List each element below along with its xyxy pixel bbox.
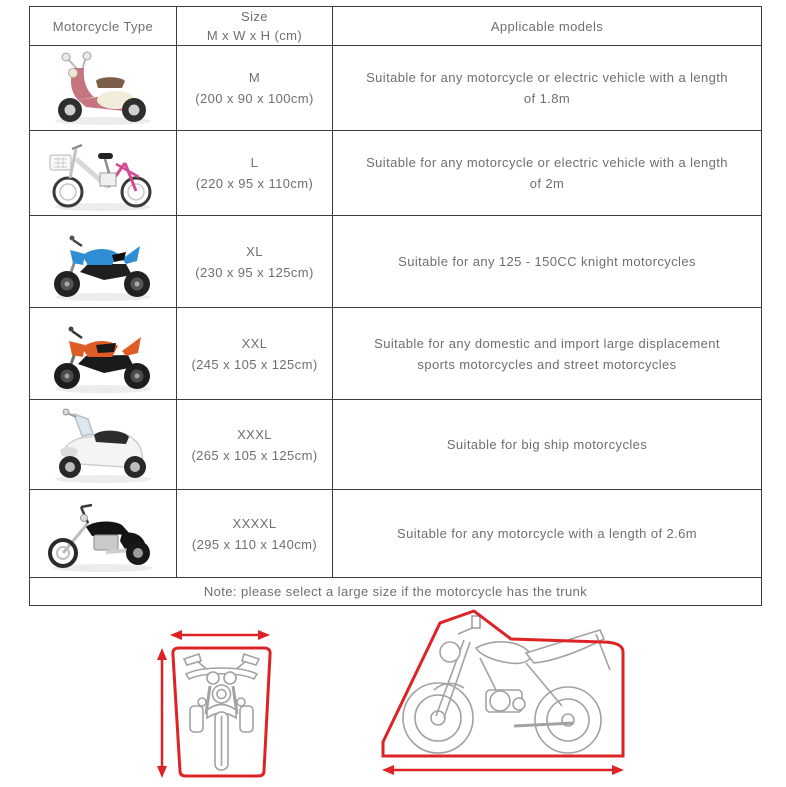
table-row	[30, 308, 762, 400]
header-size-line1: Size	[241, 9, 268, 24]
size-cell	[177, 400, 333, 490]
motorcycle-photo-cell	[30, 131, 177, 216]
header-size-line2: M x W x H (cm)	[206, 28, 303, 43]
pink-retro-scooter-photo	[36, 48, 170, 128]
table-note-row	[30, 578, 762, 606]
table-header-row	[30, 7, 762, 46]
cover-outline	[383, 611, 623, 756]
motorcycle-front-lineart	[184, 654, 259, 770]
size-cell	[177, 308, 333, 400]
motorcycle-photo-cell	[30, 308, 177, 400]
motorcycle-side-view-outline	[374, 604, 638, 780]
table-row	[30, 490, 762, 578]
header-applicable-models: Applicable models	[333, 7, 762, 46]
header-size	[177, 7, 333, 46]
motorcycle-photo-cell	[30, 216, 177, 308]
size-label: L	[250, 155, 259, 170]
white-electric-bicycle-photo	[36, 133, 170, 213]
width-double-arrow-icon	[170, 630, 270, 640]
table-row	[30, 400, 762, 490]
size-dimensions: (220 x 95 x 110cm)	[195, 176, 314, 191]
applicable-models-cell: Suitable for any motorcycle with a length of 2.6m	[333, 490, 762, 578]
motorcycle-cover-size-table	[29, 6, 762, 606]
front-view-cover-diagram	[140, 612, 310, 784]
applicable-models-cell: Suitable for any motorcycle or electric vehicle with a length of 1.8m	[333, 46, 762, 131]
size-cell	[177, 131, 333, 216]
size-label: M	[248, 70, 261, 85]
motorcycle-photo-cell	[30, 490, 177, 578]
side-view-cover-diagram	[374, 604, 638, 780]
black-cruiser-motorcycle-photo	[36, 493, 170, 575]
applicable-models-cell: Suitable for any 125 - 150CC knight motorcycles	[333, 216, 762, 308]
applicable-models-cell: Suitable for big ship motorcycles	[333, 400, 762, 490]
header-motorcycle-type: Motorcycle Type	[30, 7, 177, 46]
size-dimensions: (245 x 105 x 125cm)	[191, 356, 318, 372]
size-dimensions: (295 x 110 x 140cm)	[191, 536, 318, 552]
size-label: XXXL	[237, 426, 272, 442]
table-row	[30, 131, 762, 216]
motorcycle-photo-cell	[30, 400, 177, 490]
size-cell	[177, 46, 333, 131]
table-row	[30, 46, 762, 131]
size-cell	[177, 490, 333, 578]
motorcycle-front-view-outline	[140, 612, 310, 784]
table-row	[30, 216, 762, 308]
applicable-models-cell: Suitable for any motorcycle or electric vehicle with a length of 2m	[333, 131, 762, 216]
size-label: XL	[246, 243, 263, 259]
size-label: XXXXL	[232, 515, 277, 531]
length-double-arrow-icon	[382, 765, 624, 775]
size-cell	[177, 216, 333, 308]
white-maxi-scooter-photo	[36, 404, 170, 486]
size-dimensions: (265 x 105 x 125cm)	[191, 447, 318, 463]
size-dimensions: (230 x 95 x 125cm)	[195, 264, 314, 280]
orange-sport-motorcycle-photo	[36, 312, 170, 396]
size-label: XXL	[241, 335, 268, 351]
blue-street-motorcycle-photo	[36, 220, 170, 304]
size-dimensions: (200 x 90 x 100cm)	[195, 91, 314, 106]
height-double-arrow-icon	[157, 648, 167, 778]
motorcycle-photo-cell	[30, 46, 177, 131]
note-text: Note: please select a large size if the motorcycle has the trunk	[30, 578, 762, 606]
applicable-models-cell: Suitable for any domestic and import large displacement sports motorcycles and street motorcycles	[333, 308, 762, 400]
